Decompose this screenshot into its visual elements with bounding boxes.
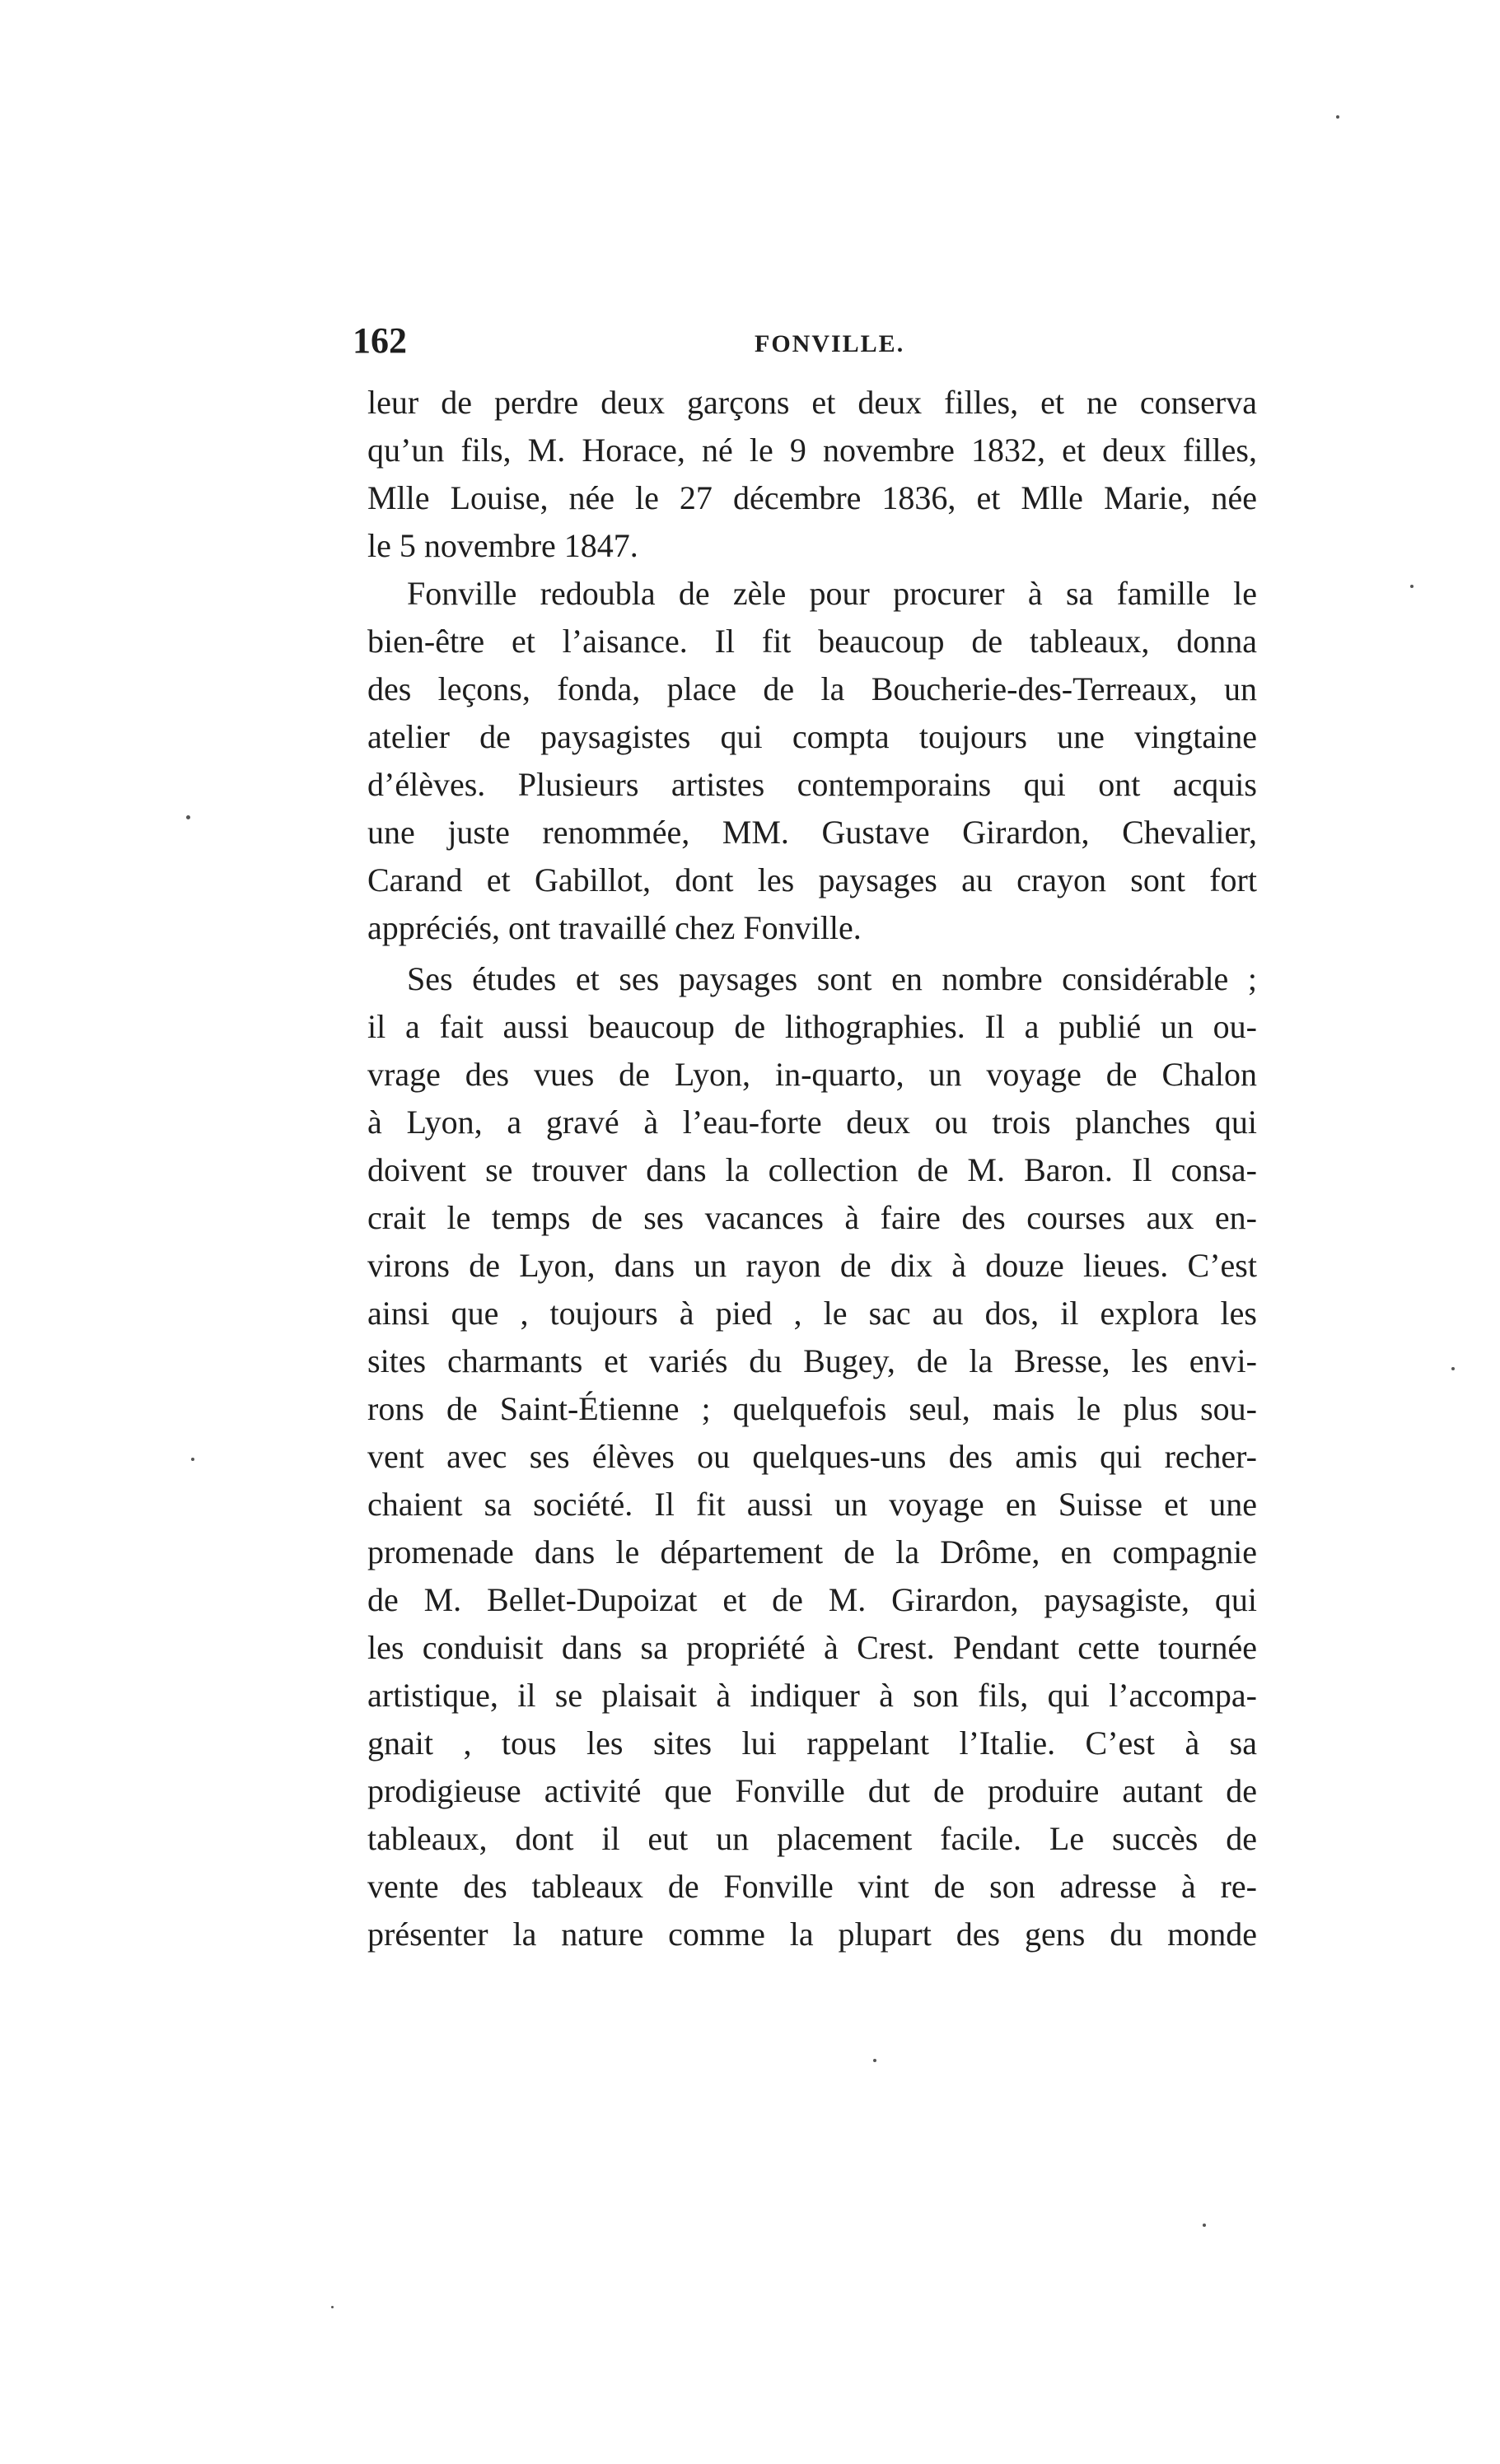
- text-line: gnait , tous les sites lui rappelant l’Italie. C’est à sa: [367, 1724, 1257, 1762]
- text-line: de M. Bellet-Dupoizat et de M. Girardon, paysagiste, qui: [367, 1581, 1257, 1618]
- text-line: une juste renommée, MM. Gustave Girardon, Chevalier,: [367, 814, 1257, 851]
- scan-speck: [1410, 585, 1414, 588]
- text-line: le 5 novembre 1847.: [367, 527, 638, 564]
- running-head: [353, 318, 1260, 364]
- text-line: Carand et Gabillot, dont les paysages au crayon sont fort: [367, 861, 1257, 898]
- text-line: bien-être et l’aisance. Il fit beaucoup de tableaux, donna: [367, 623, 1257, 660]
- text-line: d’élèves. Plusieurs artistes contemporains qui ont acquis: [367, 766, 1257, 803]
- text-line: crait le temps de ses vacances à faire des courses aux en-: [367, 1199, 1257, 1236]
- scan-speck: [1336, 115, 1339, 119]
- scan-speck: [1203, 2224, 1206, 2227]
- body-text: [367, 379, 1257, 1958]
- text-line: atelier de paysagistes qui compta toujours une vingtaine: [367, 718, 1257, 755]
- text-line: virons de Lyon, dans un rayon de dix à douze lieues. C’est: [367, 1247, 1257, 1284]
- text-line: des leçons, fonda, place de la Boucherie-des-Terreaux, un: [367, 670, 1257, 707]
- text-line: rons de Saint-Étienne ; quelquefois seul, mais le plus sou-: [367, 1390, 1257, 1427]
- page-number: 162: [353, 320, 407, 361]
- text-line: tableaux, dont il eut un placement facile. Le succès de: [367, 1820, 1257, 1857]
- text-line: Fonville redoubla de zèle pour procurer à sa famille le: [407, 575, 1257, 612]
- scan-speck: [186, 815, 190, 819]
- scan-speck: [191, 1458, 194, 1461]
- text-line: ainsi que , toujours à pied , le sac au dos, il explora les: [367, 1295, 1257, 1332]
- running-title: FONVILLE.: [755, 330, 905, 357]
- text-line: qu’un fils, M. Horace, né le 9 novembre 1832, et deux filles,: [367, 432, 1257, 469]
- text-line: Mlle Louise, née le 27 décembre 1836, et Mlle Marie, née: [367, 479, 1257, 516]
- text-line: chaient sa société. Il fit aussi un voyage en Suisse et une: [367, 1486, 1257, 1523]
- text-line: à Lyon, a gravé à l’eau-forte deux ou trois planches qui: [367, 1104, 1257, 1141]
- scan-speck: [331, 2306, 334, 2308]
- text-line: doivent se trouver dans la collection de M. Baron. Il consa-: [367, 1151, 1257, 1188]
- scan-speck: [873, 2059, 876, 2062]
- text-line: les conduisit dans sa propriété à Crest. Pendant cette tournée: [367, 1629, 1257, 1666]
- text-line: il a fait aussi beaucoup de lithographies. Il a publié un ou-: [367, 1008, 1257, 1045]
- text-line: Ses études et ses paysages sont en nombre considérable ;: [407, 960, 1257, 997]
- text-line: prodigieuse activité que Fonville dut de produire autant de: [367, 1772, 1257, 1809]
- scan-speck: [1451, 1367, 1455, 1370]
- text-line: appréciés, ont travaillé chez Fonville.: [367, 909, 862, 946]
- text-line: sites charmants et variés du Bugey, de la Bresse, les envi-: [367, 1342, 1257, 1379]
- text-line: artistique, il se plaisait à indiquer à son fils, qui l’accompa-: [367, 1677, 1257, 1714]
- text-line: promenade dans le département de la Drôme, en compagnie: [367, 1533, 1257, 1570]
- text-line: vente des tableaux de Fonville vint de son adresse à re-: [367, 1868, 1257, 1905]
- text-line: leur de perdre deux garçons et deux filles, et ne conserva: [367, 384, 1257, 421]
- text-line: présenter la nature comme la plupart des gens du monde: [367, 1916, 1257, 1953]
- text-line: vrage des vues de Lyon, in-quarto, un voyage de Chalon: [367, 1056, 1257, 1093]
- text-line: vent avec ses élèves ou quelques-uns des amis qui recher-: [367, 1438, 1257, 1475]
